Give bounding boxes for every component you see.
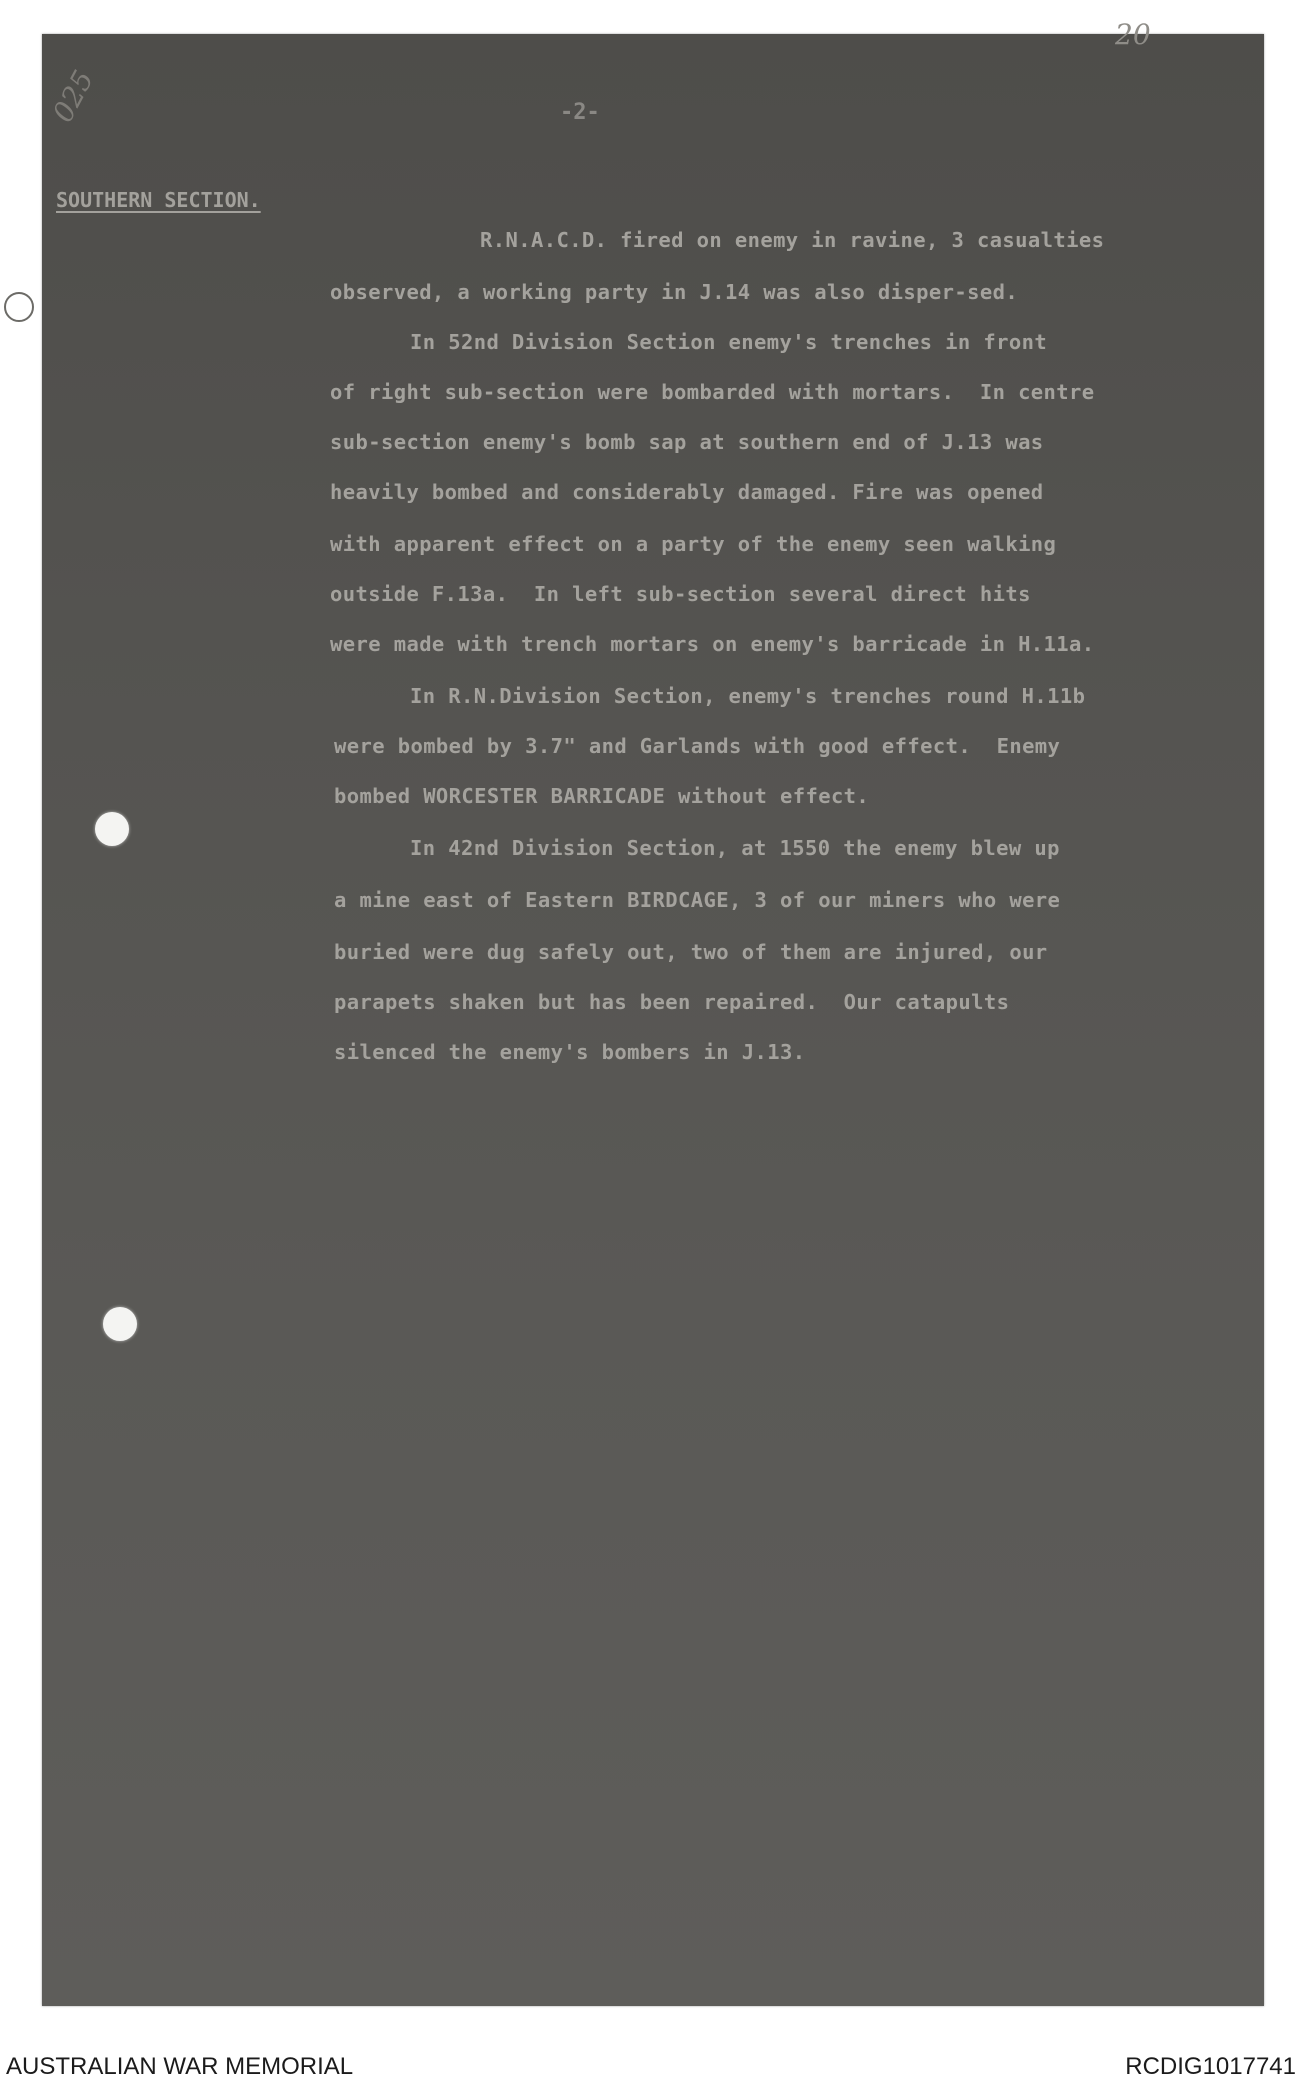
typed-line: outside F.13a. In left sub-section several direct hits <box>330 582 1031 606</box>
punch-hole <box>95 812 129 846</box>
typed-line: a mine east of Eastern BIRDCAGE, 3 of our miners who were <box>334 888 1061 912</box>
typed-line: sub-section enemy's bomb sap at southern end of J.13 was <box>330 430 1044 454</box>
typed-line: observed, a working party in J.14 was also disper-sed. <box>330 280 1019 304</box>
typed-line: silenced the enemy's bombers in J.13. <box>334 1040 806 1064</box>
typed-line: buried were dug safely out, two of them are injured, our <box>334 940 1048 964</box>
footer-institution: AUSTRALIAN WAR MEMORIAL <box>6 2053 354 2080</box>
typed-line: In 42nd Division Section, at 1550 the enemy blew up <box>410 836 1060 860</box>
punch-hole <box>103 1307 137 1341</box>
typed-line: bombed WORCESTER BARRICADE without effect. <box>334 784 870 808</box>
folio-number: 20 <box>1115 18 1151 51</box>
typed-line: In R.N.Division Section, enemy's trenches round H.11b <box>410 684 1086 708</box>
typed-line: with apparent effect on a party of the enemy seen walking <box>330 532 1057 556</box>
archive-stamp-number: 025 <box>46 64 101 128</box>
typed-line: parapets shaken but has been repaired. Our catapults <box>334 990 1010 1014</box>
page-number: -2- <box>560 100 600 125</box>
typed-line: heavily bombed and considerably damaged. Fire was opened <box>330 480 1044 504</box>
typed-line: of right sub-section were bombarded with mortars. In centre <box>330 380 1095 404</box>
typed-line: were bombed by 3.7" and Garlands with good effect. Enemy <box>334 734 1061 758</box>
section-heading: SOUTHERN SECTION. <box>56 188 261 212</box>
typed-line: In 52nd Division Section enemy's trenches in front <box>410 330 1048 354</box>
footer-record-id: RCDIG1017741 <box>1125 2053 1296 2080</box>
typed-line: were made with trench mortars on enemy's barricade in H.11a. <box>330 632 1095 656</box>
typed-line: R.N.A.C.D. fired on enemy in ravine, 3 casualties <box>480 228 1105 252</box>
ring-mark <box>4 292 34 322</box>
